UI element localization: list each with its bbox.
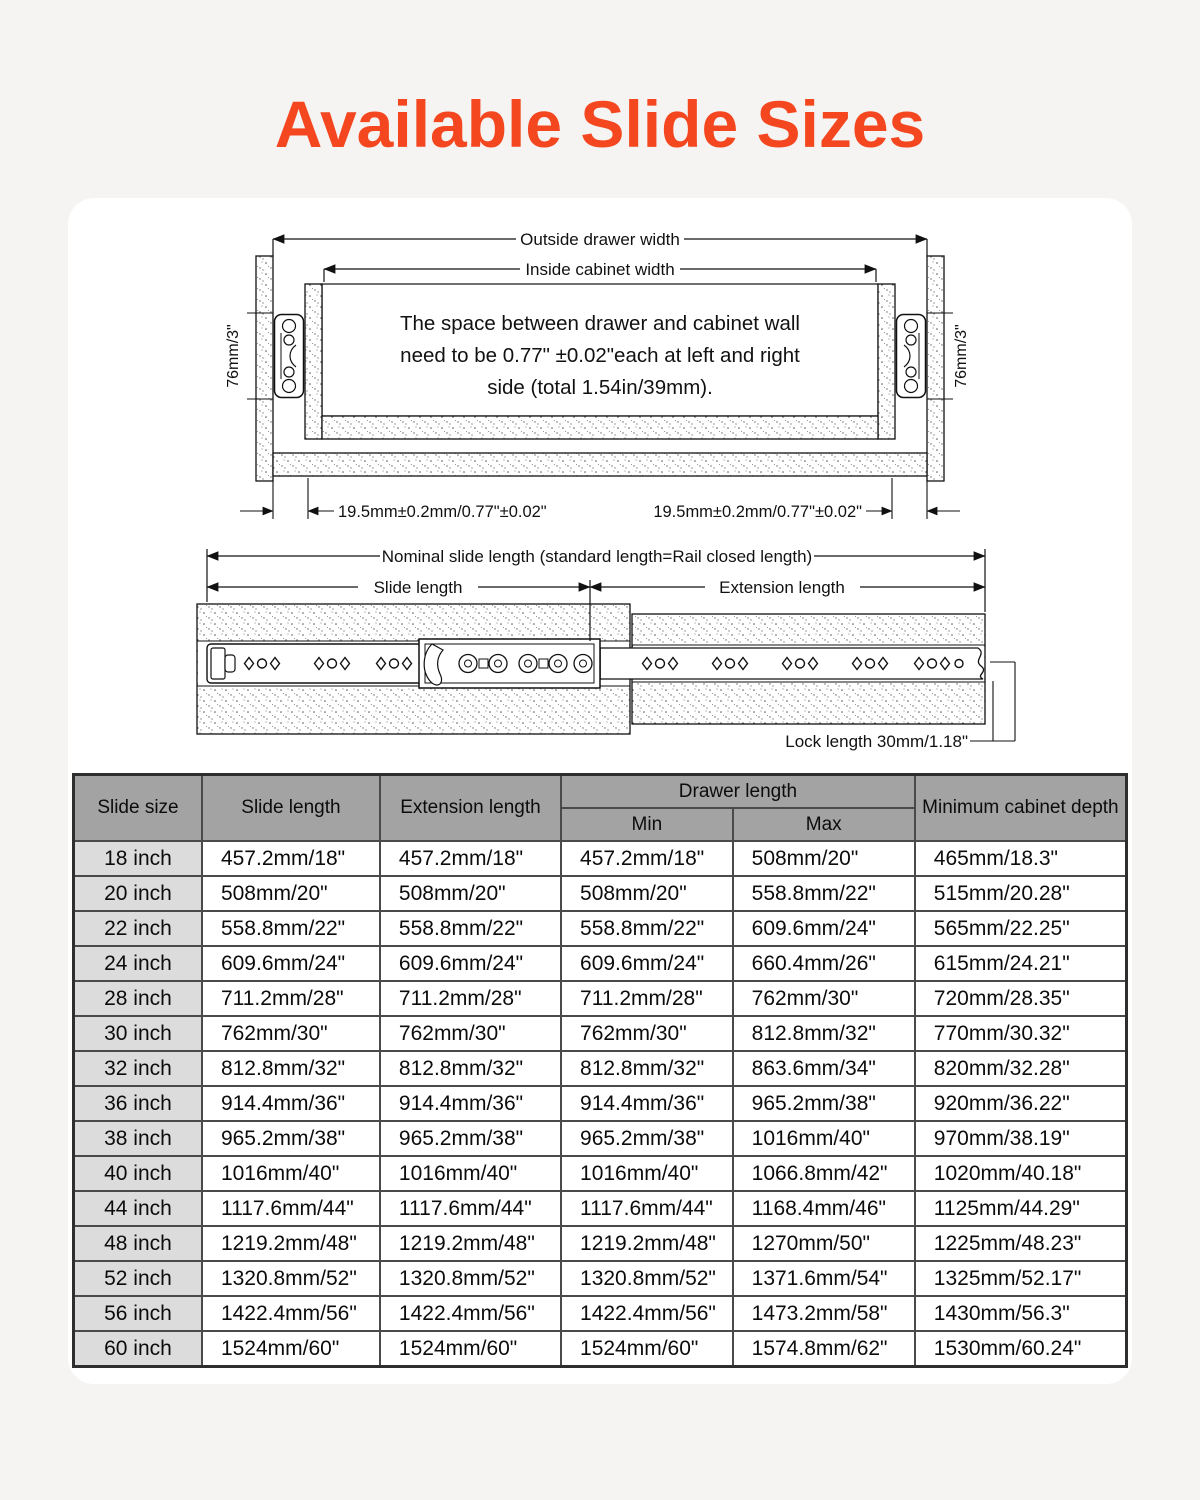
cell-slide-size: 24 inch [74, 946, 202, 981]
cross-section-diagram [68, 216, 1132, 536]
cell-min-cabinet-depth: 1125mm/44.29" [915, 1191, 1127, 1226]
header-slide-size: Slide size [74, 775, 202, 842]
cell-slide-length: 457.2mm/18" [202, 841, 380, 876]
page-title: Available Slide Sizes [274, 87, 926, 161]
slide-profile-left [275, 315, 304, 398]
cell-extension-length: 508mm/20" [380, 876, 561, 911]
cell-slide-size: 22 inch [74, 911, 202, 946]
cell-drawer-min: 1016mm/40" [561, 1156, 733, 1191]
cell-drawer-max: 660.4mm/26" [733, 946, 915, 981]
table-row [74, 1226, 1127, 1261]
cell-slide-size: 44 inch [74, 1191, 202, 1226]
cell-slide-length: 965.2mm/38" [202, 1121, 380, 1156]
table-row [74, 1331, 1127, 1367]
header-min-cabinet-depth: Minimum cabinet depth [915, 775, 1127, 842]
table-row [74, 1086, 1127, 1121]
cross-section-svg [220, 216, 980, 536]
cell-extension-length: 1117.6mm/44" [380, 1191, 561, 1226]
cell-extension-length: 965.2mm/38" [380, 1121, 561, 1156]
side-view-svg [180, 544, 1020, 759]
cell-drawer-max: 1168.4mm/46" [733, 1191, 915, 1226]
note-line-1: The space between drawer and cabinet wall [400, 312, 800, 335]
cell-drawer-min: 965.2mm/38" [561, 1121, 733, 1156]
cell-min-cabinet-depth: 465mm/18.3" [915, 841, 1127, 876]
cell-drawer-max: 609.6mm/24" [733, 911, 915, 946]
cell-drawer-max: 1066.8mm/42" [733, 1156, 915, 1191]
cell-slide-length: 812.8mm/32" [202, 1051, 380, 1086]
cell-extension-length: 1219.2mm/48" [380, 1226, 561, 1261]
cell-drawer-min: 1422.4mm/56" [561, 1296, 733, 1331]
table-row [74, 876, 1127, 911]
cell-slide-size: 40 inch [74, 1156, 202, 1191]
cell-min-cabinet-depth: 820mm/32.28" [915, 1051, 1127, 1086]
cabinet-bottom-panel [273, 453, 927, 476]
cell-slide-size: 18 inch [74, 841, 202, 876]
table-row [74, 1121, 1127, 1156]
cell-slide-length: 1016mm/40" [202, 1156, 380, 1191]
cell-extension-length: 1016mm/40" [380, 1156, 561, 1191]
inside-width-label: Inside cabinet width [525, 260, 675, 279]
cell-drawer-min: 609.6mm/24" [561, 946, 733, 981]
cell-drawer-max: 965.2mm/38" [733, 1086, 915, 1121]
cell-drawer-min: 762mm/30" [561, 1016, 733, 1051]
cell-slide-length: 508mm/20" [202, 876, 380, 911]
header-drawer-length: Drawer length [561, 775, 915, 809]
cell-extension-length: 914.4mm/36" [380, 1086, 561, 1121]
slide-height-label-left: 76mm/3" [225, 324, 242, 388]
cell-slide-size: 20 inch [74, 876, 202, 911]
table-row [74, 1016, 1127, 1051]
note-line-3: side (total 1.54in/39mm). [487, 376, 713, 399]
cell-slide-size: 32 inch [74, 1051, 202, 1086]
cell-slide-length: 609.6mm/24" [202, 946, 380, 981]
cell-slide-length: 1219.2mm/48" [202, 1226, 380, 1261]
cell-extension-length: 1320.8mm/52" [380, 1261, 561, 1296]
cell-drawer-max: 1574.8mm/62" [733, 1331, 915, 1367]
cell-extension-length: 762mm/30" [380, 1016, 561, 1051]
cell-min-cabinet-depth: 515mm/20.28" [915, 876, 1127, 911]
drawer-wall-right [878, 284, 895, 439]
cell-drawer-max: 812.8mm/32" [733, 1016, 915, 1051]
cell-drawer-max: 1270mm/50" [733, 1226, 915, 1261]
cell-drawer-min: 914.4mm/36" [561, 1086, 733, 1121]
table-row [74, 1296, 1127, 1331]
cell-drawer-min: 1524mm/60" [561, 1331, 733, 1367]
cabinet-wall-right [927, 256, 944, 481]
sizes-table [72, 773, 1128, 1368]
cell-slide-size: 30 inch [74, 1016, 202, 1051]
extension-length-label: Extension length [719, 578, 845, 597]
cell-slide-length: 1320.8mm/52" [202, 1261, 380, 1296]
table-row [74, 841, 1127, 876]
cell-drawer-max: 1016mm/40" [733, 1121, 915, 1156]
cell-min-cabinet-depth: 1225mm/48.23" [915, 1226, 1127, 1261]
cell-drawer-max: 508mm/20" [733, 841, 915, 876]
header-drawer-max: Max [733, 808, 915, 841]
table-row [74, 1156, 1127, 1191]
cell-slide-length: 1422.4mm/56" [202, 1296, 380, 1331]
header-drawer-min: Min [561, 808, 733, 841]
cell-slide-length: 1117.6mm/44" [202, 1191, 380, 1226]
left-gap-label: 19.5mm±0.2mm/0.77"±0.02" [338, 503, 547, 521]
table-row [74, 1191, 1127, 1226]
cell-drawer-min: 558.8mm/22" [561, 911, 733, 946]
slide-length-label: Slide length [373, 578, 463, 597]
cell-min-cabinet-depth: 615mm/24.21" [915, 946, 1127, 981]
cell-drawer-min: 508mm/20" [561, 876, 733, 911]
cell-drawer-min: 457.2mm/18" [561, 841, 733, 876]
cell-drawer-max: 762mm/30" [733, 981, 915, 1016]
cell-min-cabinet-depth: 770mm/30.32" [915, 1016, 1127, 1051]
cell-slide-length: 558.8mm/22" [202, 911, 380, 946]
cell-slide-size: 38 inch [74, 1121, 202, 1156]
cell-slide-length: 914.4mm/36" [202, 1086, 380, 1121]
cell-min-cabinet-depth: 1530mm/60.24" [915, 1331, 1127, 1367]
cell-min-cabinet-depth: 1430mm/56.3" [915, 1296, 1127, 1331]
cell-drawer-min: 1117.6mm/44" [561, 1191, 733, 1226]
cell-min-cabinet-depth: 1020mm/40.18" [915, 1156, 1127, 1191]
cell-drawer-min: 1219.2mm/48" [561, 1226, 733, 1261]
cabinet-wall-left [256, 256, 273, 481]
table-row [74, 946, 1127, 981]
cell-slide-size: 28 inch [74, 981, 202, 1016]
cell-drawer-min: 812.8mm/32" [561, 1051, 733, 1086]
drawer-wall-left [305, 284, 322, 439]
cell-drawer-max: 558.8mm/22" [733, 876, 915, 911]
table-row [74, 911, 1127, 946]
table-row [74, 1051, 1127, 1086]
drawer-bottom-panel [322, 416, 878, 439]
nominal-length-label: Nominal slide length (standard length=Rail closed length) [381, 547, 813, 566]
cell-slide-size: 48 inch [74, 1226, 202, 1261]
table-row [74, 1261, 1127, 1296]
cell-slide-length: 711.2mm/28" [202, 981, 380, 1016]
right-gap-label: 19.5mm±0.2mm/0.77"±0.02" [653, 503, 862, 521]
cell-drawer-max: 863.6mm/34" [733, 1051, 915, 1086]
cell-slide-size: 56 inch [74, 1296, 202, 1331]
cell-min-cabinet-depth: 1325mm/52.17" [915, 1261, 1127, 1296]
cell-min-cabinet-depth: 920mm/36.22" [915, 1086, 1127, 1121]
cell-drawer-max: 1473.2mm/58" [733, 1296, 915, 1331]
ball-carriage [419, 639, 600, 688]
cell-extension-length: 711.2mm/28" [380, 981, 561, 1016]
cell-drawer-min: 1320.8mm/52" [561, 1261, 733, 1296]
cell-min-cabinet-depth: 720mm/28.35" [915, 981, 1127, 1016]
cell-extension-length: 812.8mm/32" [380, 1051, 561, 1086]
cell-extension-length: 457.2mm/18" [380, 841, 561, 876]
cell-extension-length: 1422.4mm/56" [380, 1296, 561, 1331]
cell-extension-length: 1524mm/60" [380, 1331, 561, 1367]
cell-min-cabinet-depth: 970mm/38.19" [915, 1121, 1127, 1156]
cell-slide-length: 1524mm/60" [202, 1331, 380, 1367]
content-card [68, 198, 1132, 1384]
cell-drawer-min: 711.2mm/28" [561, 981, 733, 1016]
note-line-2: need to be 0.77" ±0.02"each at left and right [400, 344, 800, 367]
cell-drawer-max: 1371.6mm/54" [733, 1261, 915, 1296]
cell-slide-size: 36 inch [74, 1086, 202, 1121]
cell-extension-length: 609.6mm/24" [380, 946, 561, 981]
slide-height-label-right: 76mm/3" [953, 324, 970, 388]
outside-width-label: Outside drawer width [520, 230, 680, 249]
cell-slide-length: 762mm/30" [202, 1016, 380, 1051]
header-extension-length: Extension length [380, 775, 561, 842]
sizes-table-header [74, 775, 1127, 842]
header-slide-length: Slide length [202, 775, 380, 842]
cell-slide-size: 60 inch [74, 1331, 202, 1367]
lock-length-label: Lock length 30mm/1.18" [785, 732, 968, 751]
table-row [74, 981, 1127, 1016]
cell-min-cabinet-depth: 565mm/22.25" [915, 911, 1127, 946]
cell-extension-length: 558.8mm/22" [380, 911, 561, 946]
side-view-diagram [68, 544, 1132, 759]
slide-profile-right [897, 315, 926, 398]
cell-slide-size: 52 inch [74, 1261, 202, 1296]
sizes-table-body [74, 841, 1127, 1367]
